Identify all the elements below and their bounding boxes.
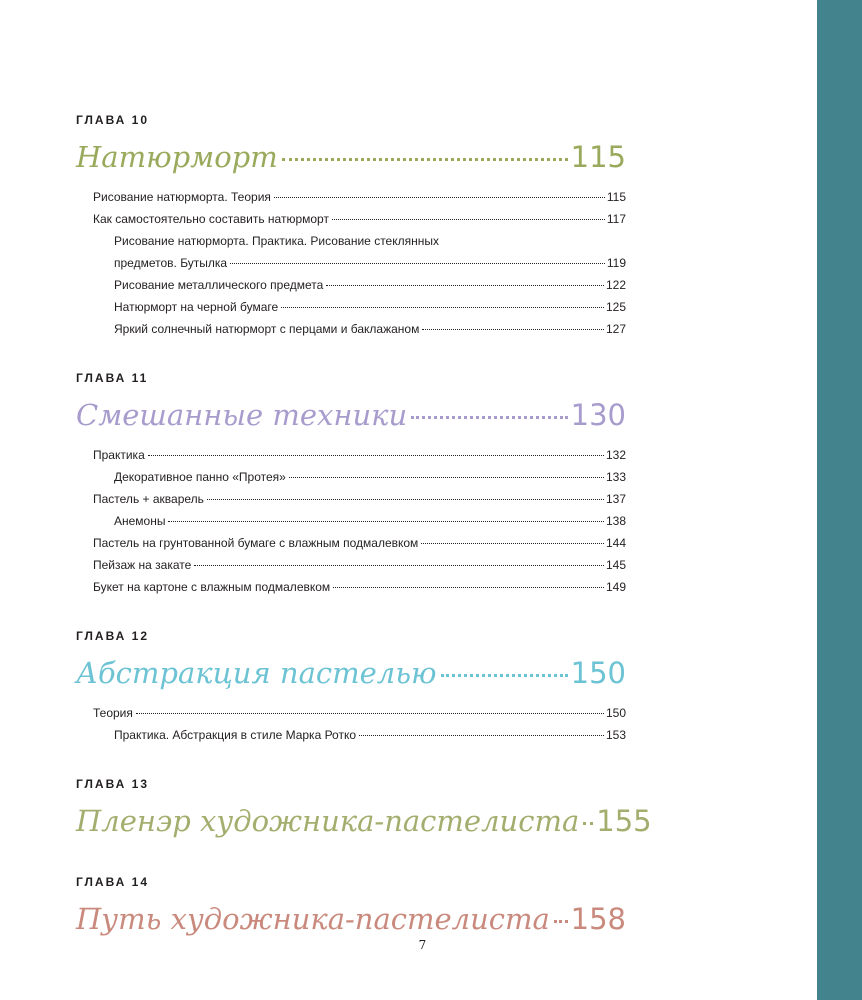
toc-entry[interactable] — [76, 488, 626, 510]
toc-entry-text: Теория — [93, 706, 133, 720]
toc-entry-text: Натюрморт на черной бумаге — [114, 300, 279, 314]
toc-entry-page: 132 — [605, 448, 626, 462]
toc-entry[interactable] — [76, 186, 626, 208]
toc-entry-page: 117 — [606, 212, 626, 226]
toc-entry-page: 138 — [605, 514, 626, 528]
chapter-label: ГЛАВА 13 — [76, 777, 150, 791]
page-number: 7 — [418, 938, 427, 952]
toc-entry-page: 119 — [606, 256, 626, 270]
toc-entry-page: 125 — [605, 300, 626, 314]
toc-entry-page: 149 — [605, 580, 626, 594]
dot-leader — [326, 285, 604, 286]
dot-leader — [333, 587, 604, 588]
toc-entry-page: 127 — [605, 322, 626, 336]
dot-leader — [194, 565, 604, 566]
toc-entry-text: Рисование металлического предмета — [114, 278, 324, 292]
dot-leader — [332, 219, 605, 220]
chapter-title[interactable] — [76, 896, 626, 942]
chapter-title[interactable] — [76, 392, 626, 438]
dot-leader — [230, 263, 605, 264]
chapter-12 — [76, 628, 626, 746]
toc-entry[interactable] — [76, 576, 626, 598]
chapter-page-number: 155 — [596, 804, 652, 838]
chapter-title-text: Смешанные техники — [76, 398, 408, 432]
toc-entry-text: Рисование натюрморта. Теория — [93, 190, 271, 204]
chapter-11 — [76, 370, 626, 598]
dot-leader — [411, 416, 567, 419]
toc-entry[interactable] — [76, 230, 626, 274]
toc-entry-text: Яркий солнечный натюрморт с перцами и баклажаном — [114, 322, 420, 336]
chapter-10 — [76, 112, 626, 340]
dot-leader — [281, 307, 604, 308]
toc-entry-page: 122 — [605, 278, 626, 292]
toc-entry[interactable] — [76, 532, 626, 554]
dot-leader — [168, 521, 603, 522]
dot-leader — [583, 822, 593, 825]
toc-entry[interactable] — [76, 702, 626, 724]
toc-entry-page: 150 — [605, 706, 626, 720]
chapter-page-number: 150 — [570, 656, 626, 690]
chapter-label: ГЛАВА 11 — [76, 371, 149, 385]
toc-entry-page: 144 — [605, 536, 626, 550]
toc-entry-page: 153 — [605, 728, 626, 742]
dot-leader — [136, 713, 604, 714]
side-color-band — [817, 0, 862, 1000]
toc-entry-text: Рисование натюрморта. Практика. Рисование стеклянных — [114, 234, 439, 248]
toc-entry[interactable] — [76, 554, 626, 576]
toc-entry-text: Пейзаж на закате — [93, 558, 192, 572]
toc-entry-page: 115 — [606, 190, 626, 204]
dot-leader — [274, 197, 605, 198]
dot-leader — [359, 735, 604, 736]
chapter-title[interactable] — [76, 798, 652, 844]
chapter-label: ГЛАВА 10 — [76, 113, 150, 127]
toc-entry[interactable] — [76, 318, 626, 340]
chapter-entries — [76, 444, 626, 598]
chapter-entries — [76, 702, 626, 746]
toc-entry[interactable] — [76, 724, 626, 746]
chapter-label: ГЛАВА 14 — [76, 875, 150, 889]
chapter-page-number: 158 — [570, 902, 626, 936]
chapter-13 — [76, 776, 652, 844]
chapter-title[interactable] — [76, 650, 626, 696]
chapter-14 — [76, 874, 626, 942]
chapter-page-number: 115 — [570, 140, 626, 174]
chapter-title-text: Пленэр художника-пастелиста — [76, 804, 580, 838]
dot-leader — [554, 920, 568, 923]
chapter-entries — [76, 186, 626, 340]
toc-entry-page: 133 — [605, 470, 626, 484]
toc-entry-text: Пастель на грунтованной бумаге с влажным подмалевком — [93, 536, 419, 550]
toc-entry[interactable] — [76, 510, 626, 532]
chapter-label: ГЛАВА 12 — [76, 629, 150, 643]
toc-entry-text: Анемоны — [114, 514, 166, 528]
dot-leader — [441, 674, 568, 677]
toc-entry-text-continued: предметов. Бутылка — [114, 256, 228, 270]
dot-leader — [282, 158, 568, 161]
chapter-title[interactable] — [76, 134, 626, 180]
chapter-title-text: Абстракция пастелью — [76, 656, 437, 690]
toc-entry[interactable] — [76, 444, 626, 466]
toc-entry-text: Букет на картоне с влажным подмалевком — [93, 580, 331, 594]
toc-entry[interactable] — [76, 296, 626, 318]
toc-entry-page: 137 — [605, 492, 626, 506]
chapter-title-text: Путь художника-пастелиста — [76, 902, 550, 936]
toc-entry[interactable] — [76, 208, 626, 230]
table-of-contents — [76, 112, 652, 972]
toc-entry[interactable] — [76, 466, 626, 488]
toc-entry[interactable] — [76, 274, 626, 296]
toc-entry-page: 145 — [605, 558, 626, 572]
toc-entry-text: Практика — [93, 448, 145, 462]
dot-leader — [148, 455, 604, 456]
toc-entry-text: Как самостоятельно составить натюрморт — [93, 212, 329, 226]
dot-leader — [422, 329, 604, 330]
dot-leader — [289, 477, 604, 478]
chapter-title-text: Натюрморт — [76, 140, 278, 174]
toc-entry-text: Пастель + акварель — [93, 492, 204, 506]
toc-entry-text: Декоративное панно «Протея» — [114, 470, 286, 484]
toc-entry-text: Практика. Абстракция в стиле Марка Ротко — [114, 728, 357, 742]
chapter-page-number: 130 — [570, 398, 626, 432]
dot-leader — [207, 499, 604, 500]
dot-leader — [421, 543, 604, 544]
